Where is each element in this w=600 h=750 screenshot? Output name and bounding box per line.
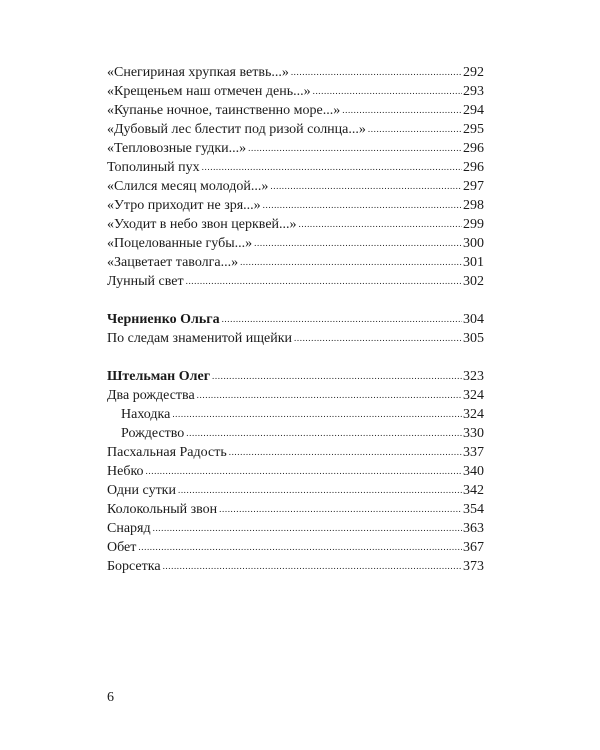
toc-entry-page: 296 [463,160,484,175]
dot-leader [240,253,462,272]
table-of-contents [107,63,484,576]
page-number: 6 [107,690,114,705]
dot-leader [202,158,462,177]
toc-entry-title: Снаряд [107,521,151,536]
dot-leader [342,101,462,120]
toc-section [107,310,484,348]
toc-entry-page: 298 [463,198,484,213]
toc-entry-page: 294 [463,103,484,118]
toc-entry-title: Одни сутки [107,483,176,498]
toc-entry [107,538,484,557]
toc-entry-title: По следам знаменитой ищейки [107,331,293,346]
toc-entry [107,329,484,348]
dot-leader [153,519,462,538]
toc-entry-page: 324 [463,388,484,403]
dot-leader [178,481,462,500]
dot-leader [197,386,462,405]
dot-leader [294,329,462,348]
toc-entry-title: «Крещеньем наш отмечен день...» [107,84,311,99]
toc-entry-title: «Тепловозные гудки...» [107,141,247,156]
toc-entry [107,443,484,462]
toc-entry-page: 292 [463,65,484,80]
toc-entry-page: 342 [463,483,484,498]
toc-entry [107,462,484,481]
toc-entry [107,272,484,291]
dot-leader [222,310,462,329]
dot-leader [138,538,462,557]
toc-entry-page: 305 [463,331,484,346]
toc-entry-title: Обет [107,540,137,555]
toc-subentry [107,405,484,424]
dot-leader [263,196,462,215]
dot-leader [172,405,462,424]
toc-entry [107,234,484,253]
dot-leader [254,234,462,253]
dot-leader [229,443,462,462]
toc-entry-page: 373 [463,559,484,574]
toc-section [107,63,484,291]
toc-entry-title: «Купанье ночное, таинственно море...» [107,103,341,118]
toc-entry-title: Колокольный звон [107,502,218,517]
toc-entry [107,158,484,177]
toc-entry-title: «Утро приходит не зря...» [107,198,261,213]
dot-leader [212,367,462,386]
dot-leader [163,557,462,576]
toc-entry-title: «Дубовый лес блестит под ризой солнца...» [107,122,366,137]
toc-entry-title: «Поцелованные губы...» [107,236,253,251]
toc-entry [107,481,484,500]
toc-author-page: 304 [463,312,484,327]
toc-entry-title: «Зацветает таволга...» [107,255,239,270]
toc-entry [107,82,484,101]
toc-entry-title: «Снегириная хрупкая ветвь...» [107,65,289,80]
dot-leader [248,139,462,158]
toc-entry-title: «Уходит в небо звон церквей...» [107,217,297,232]
toc-entry-title: Рождество [121,426,185,441]
toc-entry-page: 293 [463,84,484,99]
toc-entry [107,253,484,272]
toc-subentry [107,424,484,443]
toc-entry-page: 296 [463,141,484,156]
toc-author-page: 323 [463,369,484,384]
toc-entry-title: Находка [121,407,171,422]
toc-entry-page: 297 [463,179,484,194]
toc-entry-page: 330 [463,426,484,441]
toc-entry [107,519,484,538]
toc-entry-title: «Слился месяц молодой...» [107,179,269,194]
toc-author-name: Штельман Олег [107,369,211,384]
dot-leader [368,120,462,139]
toc-author-entry [107,367,484,386]
toc-entry-page: 299 [463,217,484,232]
toc-entry [107,177,484,196]
toc-entry-page: 337 [463,445,484,460]
toc-entry-page: 367 [463,540,484,555]
toc-entry-page: 300 [463,236,484,251]
toc-entry-title: Тополиный пух [107,160,200,175]
toc-entry-page: 354 [463,502,484,517]
toc-entry [107,215,484,234]
toc-entry-title: Небко [107,464,144,479]
toc-section [107,367,484,576]
dot-leader [299,215,462,234]
dot-leader [219,500,462,519]
toc-entry [107,500,484,519]
toc-entry-title: Два рождества [107,388,195,403]
dot-leader [313,82,462,101]
dot-leader [270,177,462,196]
dot-leader [186,424,462,443]
dot-leader [291,63,462,82]
toc-entry-title: Лунный свет [107,274,184,289]
toc-entry [107,120,484,139]
dot-leader [186,272,462,291]
toc-entry-page: 324 [463,407,484,422]
toc-entry-page: 301 [463,255,484,270]
toc-entry-title: Борсетка [107,559,161,574]
toc-entry [107,139,484,158]
toc-author-name: Черниенко Ольга [107,312,220,327]
toc-entry-page: 363 [463,521,484,536]
toc-entry [107,101,484,120]
toc-entry-page: 302 [463,274,484,289]
toc-entry-title: Пасхальная Радость [107,445,227,460]
dot-leader [146,462,462,481]
toc-entry [107,386,484,405]
toc-entry-page: 340 [463,464,484,479]
toc-entry-page: 295 [463,122,484,137]
toc-author-entry [107,310,484,329]
toc-entry [107,557,484,576]
toc-entry [107,63,484,82]
toc-entry [107,196,484,215]
